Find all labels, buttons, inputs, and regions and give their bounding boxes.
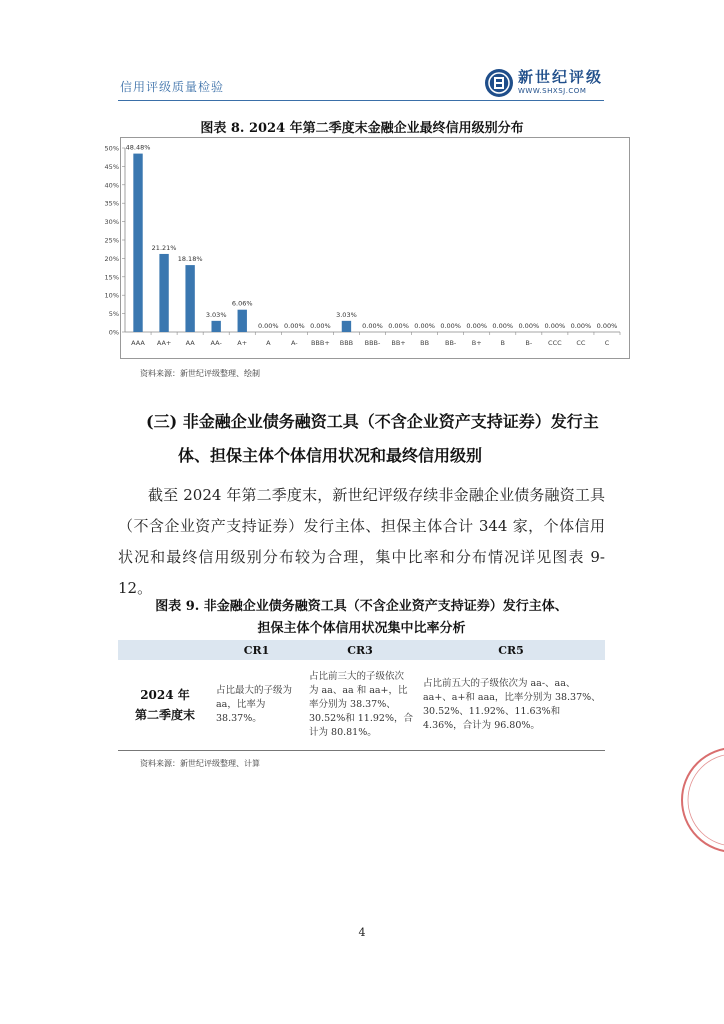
data-label: 6.06% [231,299,253,308]
cell-cr1: 占比最大的子级为 aa，比率为 38.37%。 [216,685,293,724]
table-header-cr5: CR5 [417,640,605,660]
bar [159,254,168,332]
data-label: 0.00% [518,322,540,330]
y-tick-label: 5% [108,310,119,319]
x-tick-label: A- [291,339,298,347]
x-tick-label: AA [185,339,195,347]
y-tick-label: 45% [104,162,119,171]
data-label: 0.00% [570,322,592,330]
x-tick-label: BB- [445,339,457,347]
figure-8-source: 资料来源：新世纪评级整理、绘制 [140,369,260,378]
x-tick-label: A [266,339,271,347]
section-heading [146,405,616,473]
bar [185,265,194,332]
data-label: 0.00% [596,322,618,330]
figure-9-title-line2: 担保主体个体信用状况集中比率分析 [257,621,466,636]
row-head-line1: 2024 年 [140,688,190,702]
data-label: 0.00% [284,322,305,330]
section-heading-line2: 体、担保主体个体信用状况和最终信用级别 [178,446,483,465]
x-tick-label: CCC [548,339,562,347]
figure-8-title: 图表 8. 2024 年第二季度末金融企业最终信用级别分布 [200,121,524,136]
table-header-blank [118,640,210,660]
y-tick-label: 15% [104,273,119,282]
body-paragraph: 截至 2024 年第二季度末，新世纪评级存续非金融企业债务融资工具（不含企业资产支持证券）发行主体、担保主体合计 344 家，个体信用状况和最终信用级别分布较为合理，集中比率和分布情况详见图表 9-12。 [118,486,605,597]
data-label: 0.00% [492,322,514,330]
data-label: 0.00% [440,322,461,330]
header-title: 信用评级质量检验 [120,80,225,94]
bar [342,321,351,332]
x-tick-label: B- [525,339,533,347]
data-label: 48.48% [125,143,151,152]
x-tick-label: CC [576,339,586,347]
cell-cr3: 占比前三大的子级依次为 aa、aa 和 aa+，比率分别为 38.37%、30.52%和 11.92%，合计为 80.81%。 [309,671,413,738]
x-tick-label: AAA [131,339,145,347]
y-tick-label: 50% [104,144,119,153]
y-tick-label: 40% [104,181,119,190]
figure-9-source: 资料来源：新世纪评级整理、计算 [140,759,260,768]
table-row-head [118,660,210,751]
rating-distribution-chart [90,140,630,360]
page-number: 4 [358,926,366,939]
table-header-cr3: CR3 [303,640,417,660]
cell-cr5: 占比前五大的子级依次为 aa-、aa、aa+、a+和 aaa，比率分别为 38.37%、30.52%、11.92%、11.63%和 4.36%，合计为 96.80%。 [423,678,601,731]
data-label: 0.00% [310,322,331,330]
x-tick-label: B+ [471,339,482,347]
data-label: 0.00% [257,322,279,330]
figure-9-title [118,596,605,640]
data-label: 0.00% [466,322,488,330]
x-tick-label: C [604,339,610,347]
x-tick-label: AA+ [156,339,172,347]
bar [133,154,142,332]
row-head-line2: 第二季度末 [134,708,195,722]
data-label: 3.03% [205,310,227,319]
y-tick-label: 35% [104,199,119,208]
x-tick-label: A+ [237,339,248,347]
y-tick-label: 25% [104,236,119,245]
y-tick-label: 20% [104,254,119,263]
y-tick-label: 0% [108,328,119,337]
figure-9-title-line1: 图表 9. 非金融企业债务融资工具（不含企业资产支持证券）发行主体、 [155,599,568,614]
x-tick-label: BBB [339,339,354,347]
x-tick-label: BBB- [364,339,381,347]
concentration-table [118,640,605,751]
table-header-row [118,640,605,660]
table-header-cr1: CR1 [210,640,303,660]
seal-stamp [664,740,724,860]
y-tick-label: 30% [104,218,119,227]
x-tick-label: BBB+ [310,339,330,347]
data-label: 0.00% [388,322,409,330]
x-tick-label: BB+ [391,339,406,347]
section-heading-line1: (三) 非金融企业债务融资工具（不含企业资产支持证券）发行主 [146,412,599,431]
logo-name: 新世纪评级 [518,68,604,86]
table-row [118,660,605,751]
data-label: 0.00% [362,322,383,330]
bar [211,321,220,332]
data-label: 18.18% [177,255,203,264]
bar [238,310,247,332]
data-label: 3.03% [336,310,357,319]
y-tick-label: 10% [104,291,119,300]
data-label: 0.00% [414,322,435,330]
data-label: 21.21% [151,243,177,252]
x-tick-label: BB [420,339,430,347]
header-divider [118,100,604,101]
logo-url: WWW.SHXSJ.COM [518,87,587,95]
data-label: 0.00% [544,322,566,330]
x-tick-label: AA- [210,339,222,347]
x-tick-label: B [500,339,505,347]
